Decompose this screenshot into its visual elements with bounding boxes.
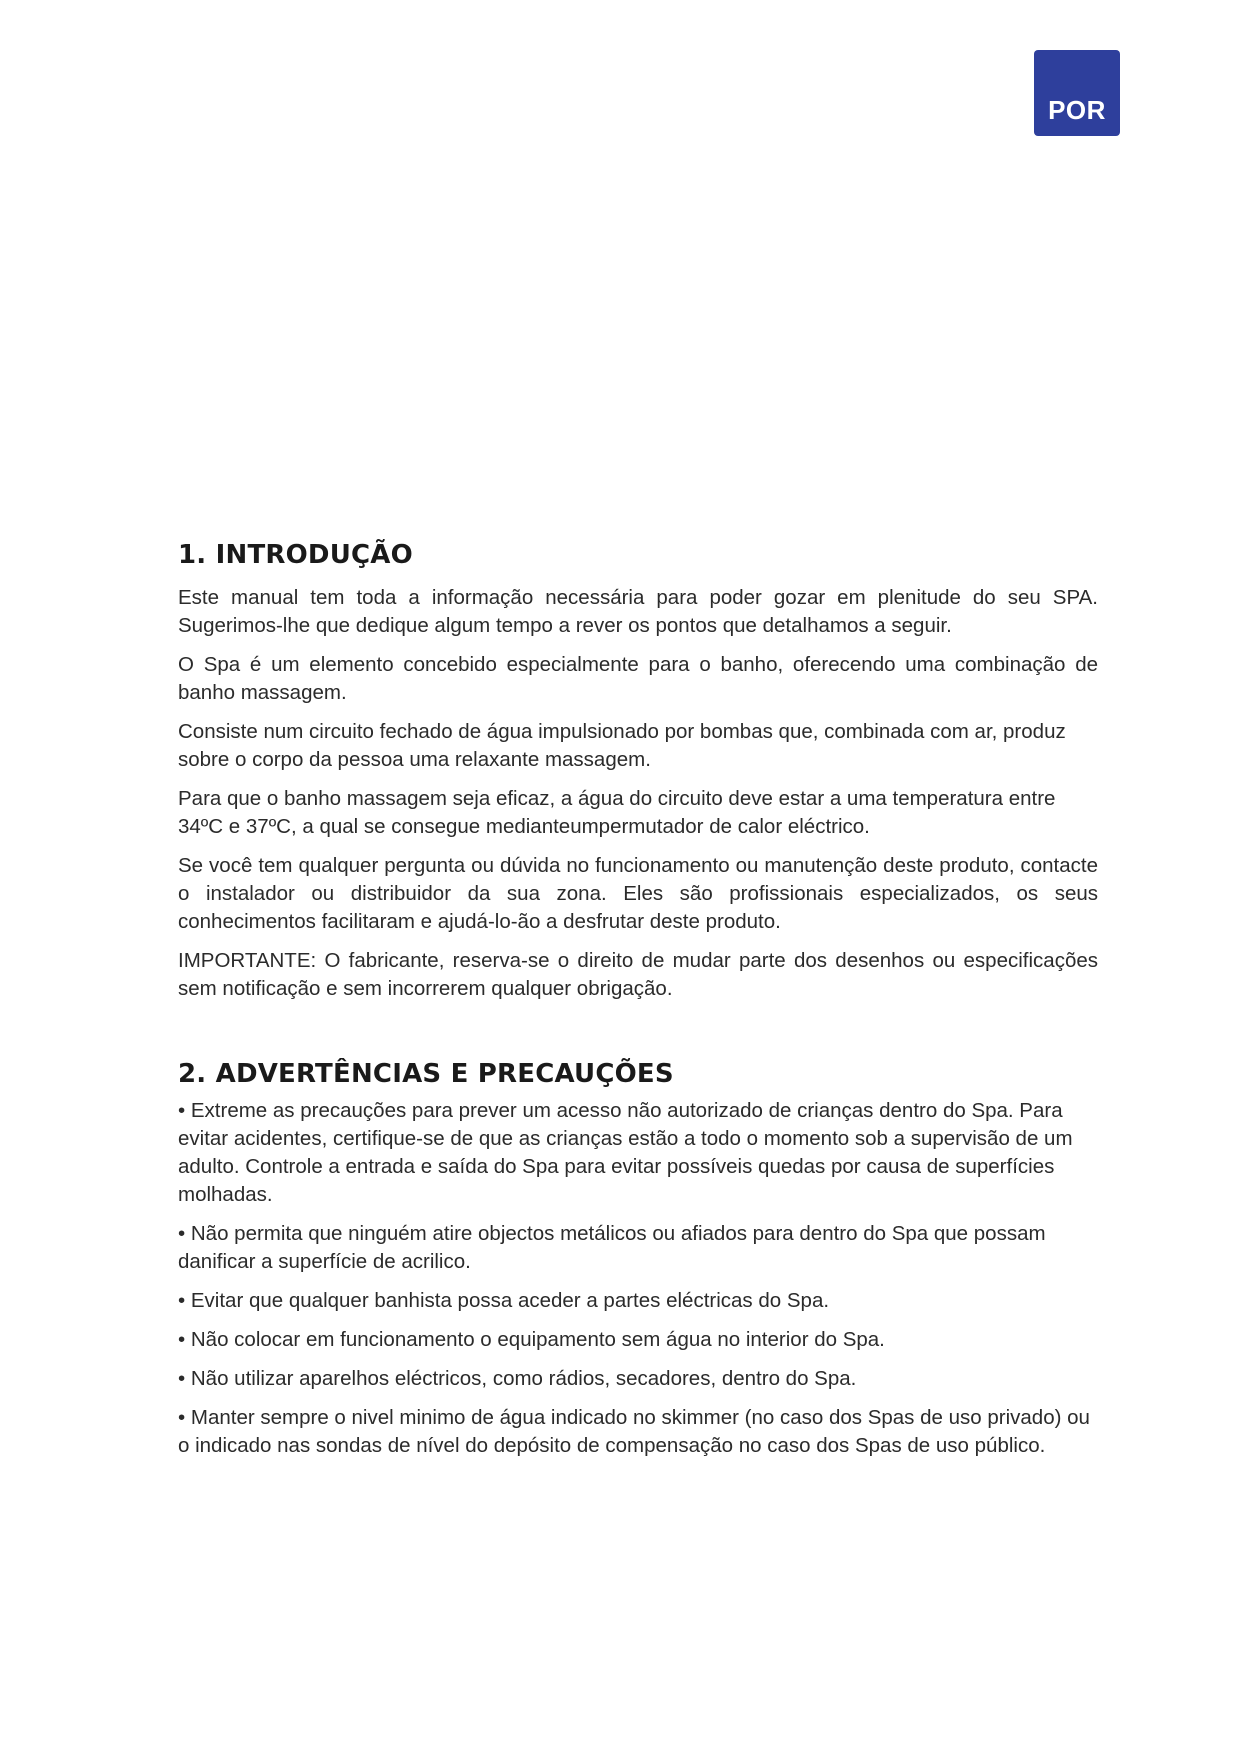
warning-item: • Evitar que qualquer banhista possa aceder a partes eléctricas do Spa. [178, 1289, 830, 1312]
language-badge [1034, 50, 1120, 136]
intro-paragraph: O Spa é um elemento concebido especialmente para o banho, oferecendo uma combinação de banho massagem. [178, 653, 1098, 704]
warning-item: • Manter sempre o nivel minimo de água indicado no skimmer (no caso dos Spas de uso privado) ou o indicado nas sondas de nível do depósito de compensação no caso dos Spas de uso público. [178, 1406, 1090, 1457]
intro-paragraph: Se você tem qualquer pergunta ou dúvida no funcionamento ou manutenção deste produto, contacte o instalador ou distribuidor da sua zona. Eles são profissionais especializados, os seus conhecimentos facilitaram e ajudá-lo-ão a desfrutar deste produto. [178, 854, 1098, 933]
language-badge-label: POR [1048, 95, 1106, 125]
warning-item: • Não permita que ninguém atire objectos metálicos ou afiados para dentro do Spa que possam danificar a superfície de acrilico. [178, 1222, 1046, 1273]
document-body [178, 540, 1098, 1471]
section-title-introduction: 1. INTRODUÇÃO [178, 540, 413, 570]
warning-item: • Extreme as precauções para prever um acesso não autorizado de crianças dentro do Spa. Para evitar acidentes, certifique-se de que as crianças estão a todo o momento sob a supervisão de um adulto. Controle a entrada e saída do Spa para evitar possíveis quedas por causa de superfícies molhadas. [178, 1099, 1073, 1206]
intro-paragraph: Para que o banho massagem seja eficaz, a água do circuito deve estar a uma temperatura entre 34ºC e 37ºC, a qual se consegue medianteumpermutador de calor eléctrico. [178, 787, 1056, 838]
warning-item: • Não colocar em funcionamento o equipamento sem água no interior do Spa. [178, 1328, 885, 1351]
intro-paragraph: IMPORTANTE: O fabricante, reserva-se o direito de mudar parte dos desenhos ou especificações sem notificação e sem incorrerem qualquer obrigação. [178, 949, 1098, 1000]
section-title-warnings: 2. ADVERTÊNCIAS E PRECAUÇÕES [178, 1059, 674, 1089]
intro-paragraph: Consiste num circuito fechado de água impulsionado por bombas que, combinada com ar, produz sobre o corpo da pessoa uma relaxante massagem. [178, 720, 1066, 771]
warning-item: • Não utilizar aparelhos eléctricos, como rádios, secadores, dentro do Spa. [178, 1367, 857, 1390]
intro-paragraph: Este manual tem toda a informação necessária para poder gozar em plenitude do seu SPA. Sugerimos-lhe que dedique algum tempo a rever os pontos que detalhamos a seguir. [178, 586, 1098, 637]
